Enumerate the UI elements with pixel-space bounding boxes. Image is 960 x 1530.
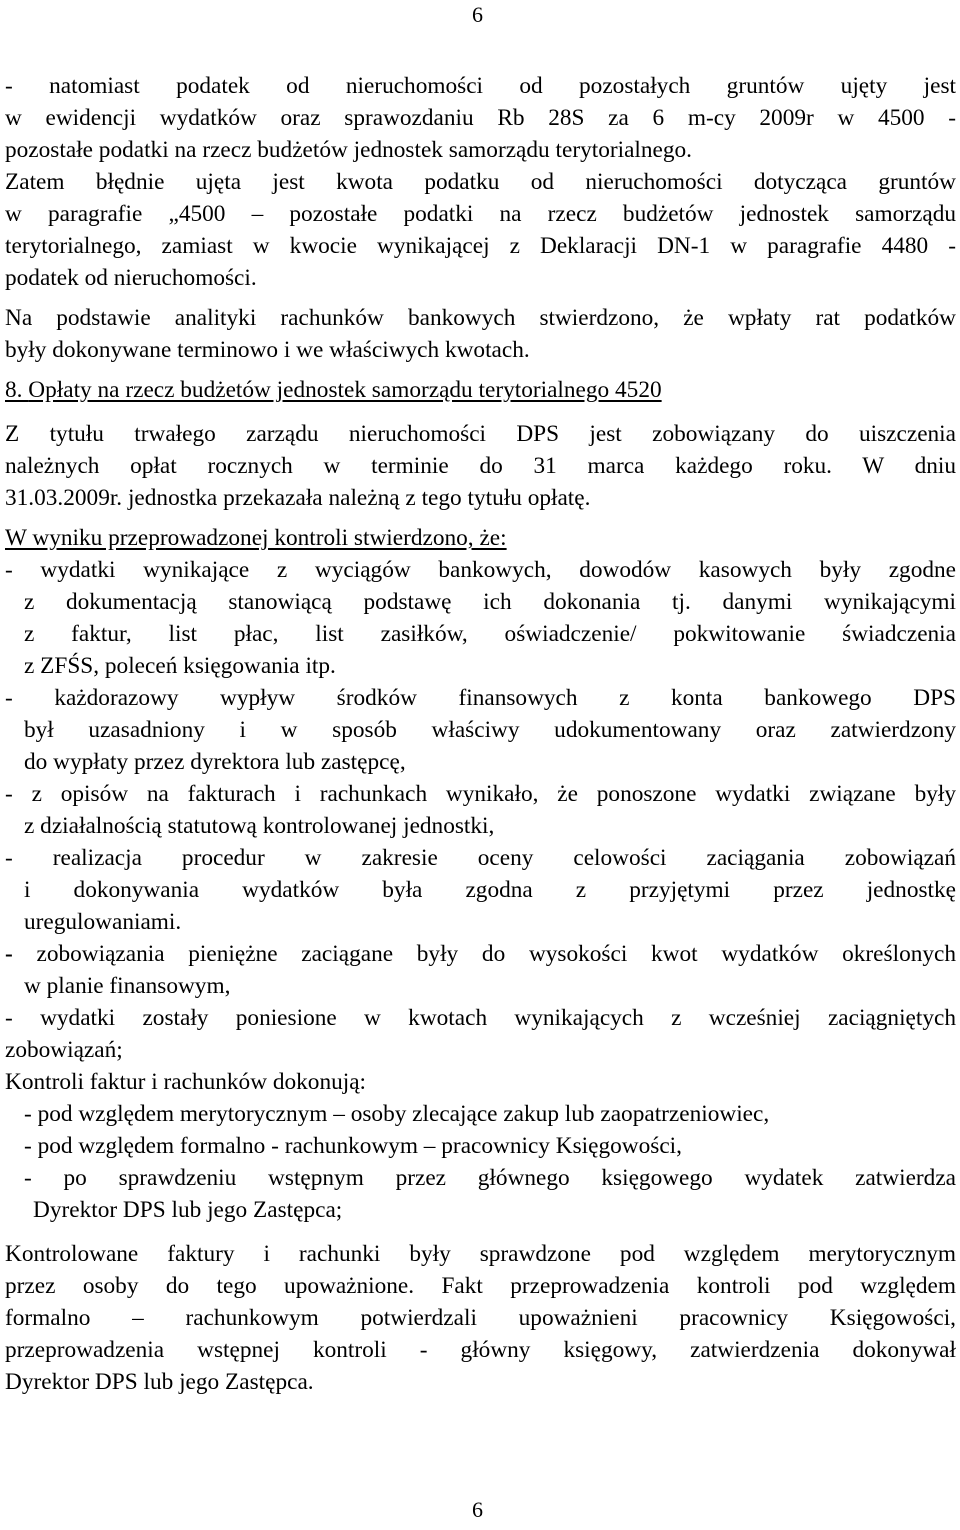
text-line: Z tytułu trwałego zarządu nieruchomości DPS jest zobowiązany do uiszczenia	[5, 421, 956, 447]
page-number-top: 6	[472, 2, 483, 27]
text-line: podatek od nieruchomości.	[5, 265, 257, 291]
text-line: Zatem błędnie ujęta jest kwota podatku od nieruchomości dotycząca gruntów	[5, 169, 956, 195]
list-item	[5, 1002, 956, 1066]
findings-list	[5, 522, 956, 1066]
page-number-bottom: 6	[472, 1497, 483, 1522]
text-line: i dokonywania wydatków była zgodna z przyjętymi przez jednostkę	[24, 877, 956, 903]
text-line	[5, 938, 956, 970]
text-line: - wydatki wynikające z wyciągów bankowych, dowodów kasowych były zgodne	[5, 557, 956, 583]
text-span: pozostałe podatki na rzecz budżetów jednostek samorządu terytorialnego.	[5, 137, 692, 163]
text-line: w ewidencji wydatków oraz sprawozdaniu Rb 28S za 6 m-cy 2009r w 4500 -	[5, 105, 956, 131]
text-line: Dyrektor DPS lub jego Zastępca.	[5, 1369, 314, 1395]
text-line: - realizacja procedur w zakresie oceny celowości zaciągania zobowiązań	[5, 845, 956, 871]
text-line: - natomiast podatek od nieruchomości od pozostałych gruntów ujęty jest	[5, 73, 956, 99]
text-line: przez osoby do tego upoważnione. Fakt przeprowadzenia kontroli pod względem	[5, 1273, 956, 1299]
text-line: - po sprawdzeniu wstępnym przez głównego księgowego wydatek zatwierdza	[24, 1165, 956, 1191]
control-list	[5, 1066, 956, 1226]
list-item	[5, 778, 956, 842]
paragraph-bank-analysis	[5, 302, 956, 366]
text-line: w planie finansowym,	[24, 973, 231, 999]
text-line: z działalnością statutową kontrolowanej jednostki,	[24, 813, 495, 839]
text-line: zobowiązań;	[5, 1037, 123, 1063]
document-body	[5, 70, 956, 1398]
text-line: formalno – rachunkowym potwierdzali upoważnieni pracownicy Księgowości,	[5, 1305, 956, 1331]
heading-text: Opłaty na rzecz budżetów jednostek samorządu terytorialnego 4520	[28, 377, 662, 403]
list-item	[5, 682, 956, 778]
text-line: Dyrektor DPS lub jego Zastępca;	[33, 1197, 343, 1223]
text-line: należnych opłat rocznych w terminie do 31 marca każdego roku. W dniu	[5, 453, 956, 479]
text-line: z ZFŚS, poleceń księgowania itp.	[24, 653, 336, 679]
paragraph-closing	[5, 1238, 956, 1398]
list-item	[5, 554, 956, 682]
control-intro: Kontroli faktur i rachunków dokonują:	[5, 1069, 367, 1095]
text-line: 31.03.2009r. jednostka przekazała należną z tego tytułu opłatę.	[5, 485, 591, 511]
text-span: zobowiązania pieniężne zaciągane były do wysokości kwot wydatków określonych	[12, 941, 956, 967]
list-item: - pod względem merytorycznym – osoby zlecające zakup lub zaopatrzeniowiec,	[24, 1101, 770, 1127]
text-line: był uzasadniony i w sposób właściwy udokumentowany oraz zatwierdzony	[24, 717, 956, 743]
text-line: były dokonywane terminowo i we właściwych kwotach.	[5, 337, 530, 363]
text-line: - każdorazowy wypływ środków finansowych z konta bankowego DPS	[5, 685, 956, 711]
list-item	[5, 938, 956, 1002]
heading-number: 8.	[5, 377, 29, 403]
section-heading-8	[5, 374, 956, 406]
text-line: przeprowadzenia wstępnej kontroli - główny księgowy, zatwierdzenia dokonywał	[5, 1337, 956, 1363]
list-item	[5, 1162, 956, 1226]
list-item	[5, 842, 956, 938]
text-line	[5, 134, 956, 166]
list-item: - pod względem formalno - rachunkowym – pracownicy Księgowości,	[24, 1133, 682, 1159]
text-line: w paragrafie „4500 – pozostałe podatki na rzecz budżetów jednostek samorządu	[5, 201, 956, 227]
findings-intro: W wyniku przeprowadzonej kontroli stwierdzono, że:	[5, 525, 507, 551]
text-line: - wydatki zostały poniesione w kwotach wynikających z wcześniej zaciągniętych	[5, 1005, 956, 1031]
text-line: uregulowaniami.	[24, 909, 182, 935]
paragraph-land-tax	[5, 70, 956, 294]
text-line: z dokumentacją stanowiącą podstawę ich dokonania tj. danymi wynikającymi	[24, 589, 956, 615]
text-line: z faktur, list płac, list zasiłków, oświadczenie/ pokwitowanie świadczenia	[24, 621, 956, 647]
text-line: Kontrolowane faktury i rachunki były sprawdzone pod względem merytorycznym	[5, 1241, 956, 1267]
text-line: Na podstawie analityki rachunków bankowych stwierdzono, że wpłaty rat podatków	[5, 305, 956, 331]
text-line: terytorialnego, zamiast w kwocie wynikającej z Deklaracji DN-1 w paragrafie 4480 -	[5, 233, 956, 259]
text-line: - z opisów na fakturach i rachunkach wynikało, że ponoszone wydatki związane były	[5, 781, 956, 807]
bold-dash: -	[5, 941, 13, 967]
text-line: do wypłaty przez dyrektora lub zastępcę,	[24, 749, 406, 775]
paragraph-fees	[5, 418, 956, 514]
